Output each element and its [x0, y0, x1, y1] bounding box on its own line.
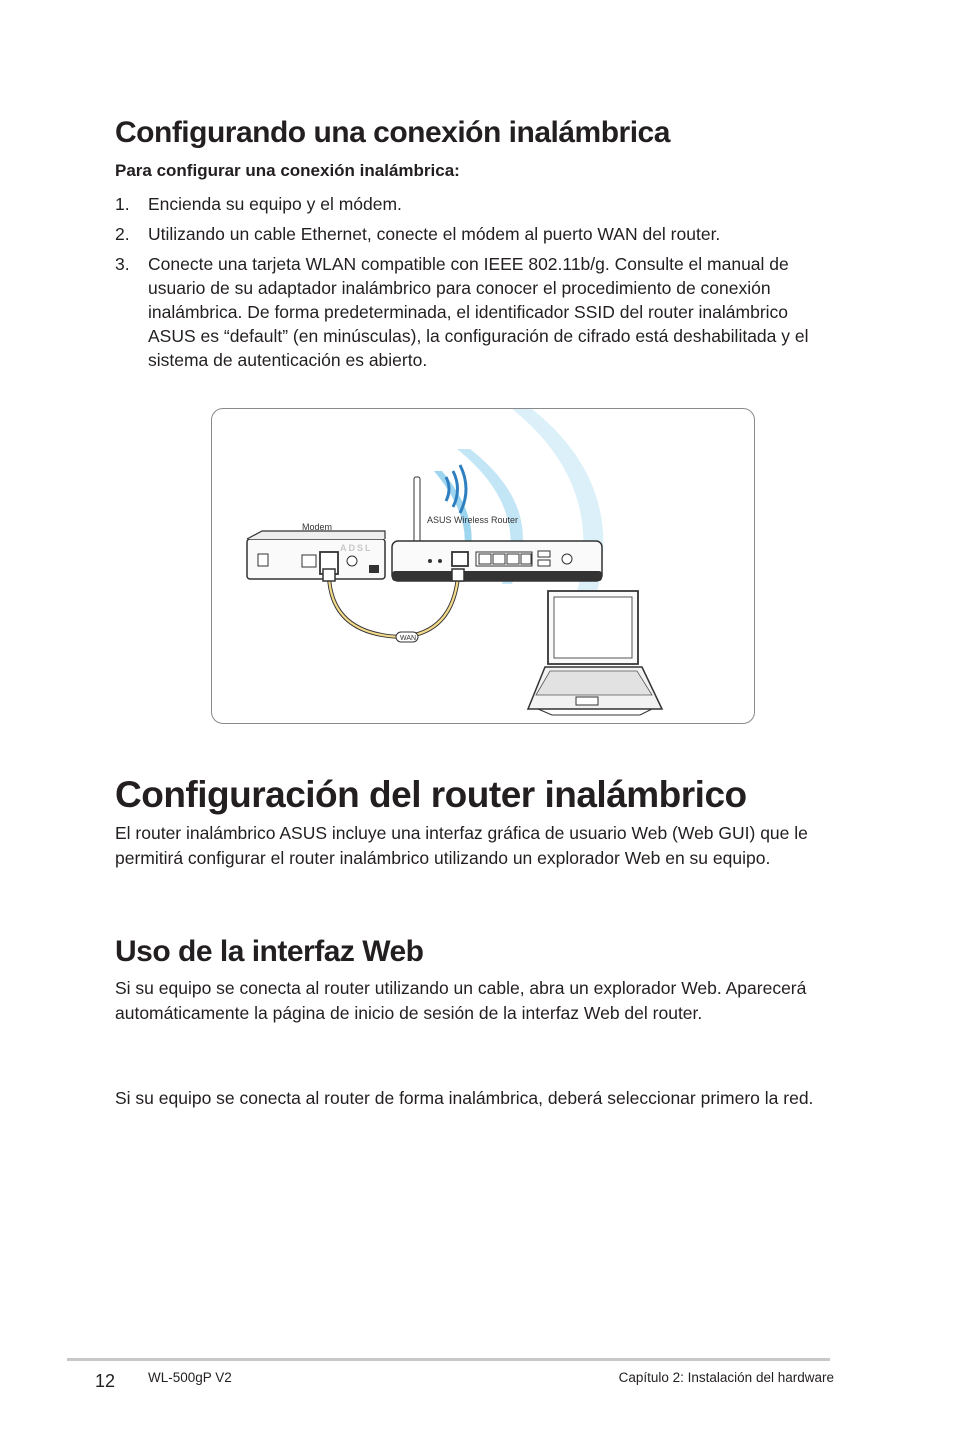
page-number: 12	[95, 1371, 116, 1391]
section-title-web-interface: Uso de la interfaz Web	[115, 935, 424, 968]
signal-waves-icon	[446, 465, 466, 513]
footer-chapter: Capítulo 2: Instalación del hardware	[618, 1370, 834, 1385]
wired-paragraph: Si su equipo se conecta al router utilizando un cable, abra un explorador Web. Aparecerá automáticamente la página de inicio de sesión de la interfaz Web del router.	[115, 978, 807, 1023]
modem-brand-label: ADSL	[340, 543, 373, 553]
wan-label: WAN	[400, 635, 417, 642]
footer-model: WL-500gP V2	[148, 1370, 232, 1385]
steps-list	[115, 192, 835, 378]
procedure-subheading: Para configurar una conexión inalámbrica:	[115, 161, 460, 180]
step-number: 1.	[115, 194, 130, 214]
router-label: ASUS Wireless Router	[427, 515, 519, 525]
modem-label: Modem	[302, 522, 333, 532]
section-title-router-configuration: Configuración del router inalámbrico	[115, 774, 747, 815]
list-item	[115, 222, 835, 246]
intro-paragraph: El router inalámbrico ASUS incluye una interfaz gráfica de usuario Web (Web GUI) que le permitirá configurar el router inalámbrico utilizando un explorador Web en su equipo.	[115, 823, 808, 868]
list-item	[115, 192, 835, 216]
list-item	[115, 252, 835, 372]
step-number: 2.	[115, 224, 130, 244]
network-diagram	[212, 409, 754, 723]
laptop-icon	[528, 591, 662, 715]
step-text: Conecte una tarjeta WLAN compatible con IEEE 802.11b/g. Consulte el manual de usuario de su adaptador inalámbrico para conocer el procedimiento de conexión inalámbrica. De forma predeterminada, el identificador SSID del router inalámbrico ASUS es “default” (en minúsculas), la configuración de cifrado está deshabilitada y el sistema de autenticación es abierto.	[148, 254, 809, 370]
step-text: Encienda su equipo y el módem.	[148, 194, 402, 214]
footer-divider	[67, 1358, 830, 1361]
step-text: Utilizando un cable Ethernet, conecte el módem al puerto WAN del router.	[148, 224, 721, 244]
step-number: 3.	[115, 254, 130, 274]
network-diagram-figure	[211, 408, 755, 724]
modem-icon	[247, 531, 385, 579]
wireless-paragraph: Si su equipo se conecta al router de forma inalámbrica, deberá seleccionar primero la red.	[115, 1088, 814, 1108]
section-title-wireless-connection: Configurando una conexión inalámbrica	[115, 116, 670, 149]
